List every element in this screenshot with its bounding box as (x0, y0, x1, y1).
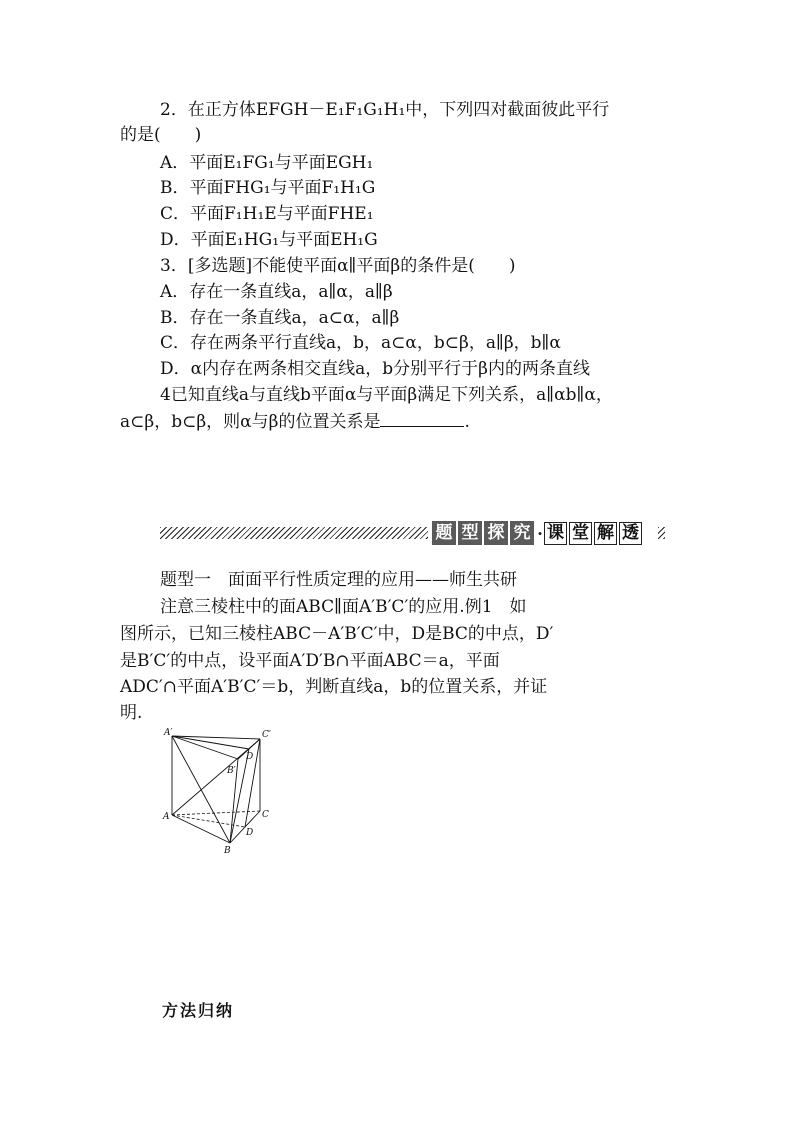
label-b: B (224, 846, 231, 856)
label-a1: A′ (164, 728, 173, 738)
q3-option-c: C．存在两条平行直线a，b，a⊂α，b⊂β，a∥β，b∥α (160, 333, 561, 353)
banner-tile-light: 解 (594, 522, 617, 545)
q4-stem-line1: 4已知直线a与直线b平面α与平面β满足下列关系，a∥αb∥α， (160, 385, 613, 405)
banner-tile: 究 (510, 521, 534, 545)
q3-option-d: D．α内存在两条相交直线a，b分别平行于β内的两条直线 (160, 359, 590, 379)
banner-tile: 型 (458, 521, 482, 545)
label-a: A (163, 812, 170, 822)
label-b1: B′ (227, 766, 236, 776)
q2-option-b: B．平面FHG₁与平面F₁H₁G (160, 178, 376, 198)
q3-option-b: B．存在一条直线a，a⊂α，a∥β (160, 308, 400, 328)
example-line5: 明. (120, 703, 143, 723)
q2-option-c: C．平面F₁H₁E与平面FHE₁ (160, 204, 374, 224)
example-line4: ADC′∩平面A′B′C′＝b，判断直线a，b的位置关系，并证 (120, 677, 548, 697)
q4-stem-line2-end: . (464, 412, 470, 432)
label-c1: C′ (262, 730, 271, 740)
label-d: D (246, 828, 254, 838)
label-d1: D (246, 752, 254, 762)
label-c: C (262, 810, 269, 820)
banner-tile: 探 (484, 521, 508, 545)
q3-option-a: A．存在一条直线a，a∥α，a∥β (160, 282, 393, 302)
example-line1: 注意三棱柱中的面ABC∥面A′B′C′的应用.例1 如 (160, 597, 527, 617)
banner-title (432, 518, 644, 548)
banner-dot: · (537, 523, 543, 543)
banner-tile-light: 透 (619, 522, 642, 545)
section-banner (160, 518, 665, 548)
banner-tile: 题 (432, 521, 456, 545)
line-a-c1 (172, 739, 260, 815)
q4-stem-line2 (120, 410, 470, 434)
banner-tile-light: 堂 (569, 522, 592, 545)
section-heading: 题型一 面面平行性质定理的应用——师生共研 (160, 570, 517, 590)
q3-stem: 3．[多选题]不能使平面α∥平面β的条件是( ) (160, 256, 516, 276)
prism-figure (160, 727, 280, 857)
q2-option-d: D．平面E₁HG₁与平面EH₁G (160, 230, 378, 250)
q4-stem-line2-text: a⊂β，b⊂β，则α与β的位置关系是 (120, 412, 381, 432)
example-line2: 图所示，已知三棱柱ABC－A′B′C′中，D是BC的中点，D′ (120, 624, 554, 644)
answer-blank (380, 410, 464, 427)
banner-tile-light: 课 (544, 522, 567, 545)
q2-stem-line2: 的是( ) (120, 125, 202, 145)
edge-a-b (172, 815, 230, 843)
method-summary-heading: 方法归纳 (162, 1001, 235, 1020)
banner-hatch-left (160, 527, 428, 539)
example-line3: 是B′C′的中点，设平面A′D′B∩平面ABC＝a，平面 (120, 651, 500, 671)
edge-a1-b1 (172, 736, 238, 759)
banner-hatch-right (658, 527, 665, 539)
line-a1-b (172, 736, 230, 843)
q2-option-a: A．平面E₁FG₁与平面EGH₁ (160, 153, 374, 173)
q2-stem-line1: 2．在正方体EFGH－E₁F₁G₁H₁中，下列四对截面彼此平行 (160, 100, 610, 120)
